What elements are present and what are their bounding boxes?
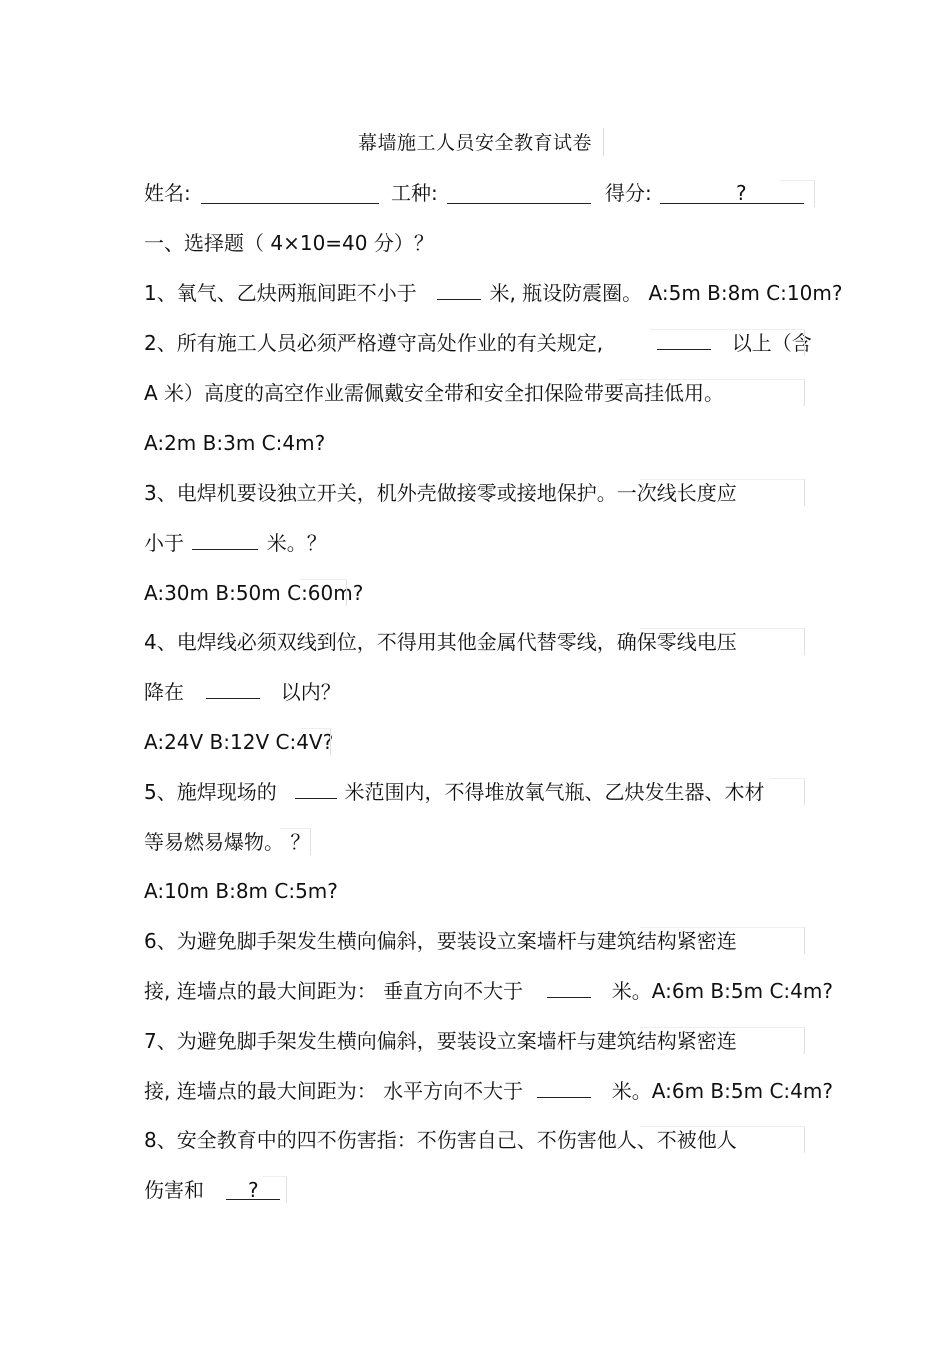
question-4-text-a: 降在 [144,680,184,704]
ghost-box [650,329,805,356]
question-8-text-a: 伤害和 [144,1178,204,1202]
section-heading: 一、选择题（ 4×10=40 分）？ [144,231,434,255]
name-label: 姓名: [144,181,191,205]
ghost-box [300,579,347,606]
ghost-box [770,778,805,805]
question-3-text-a: 小于 [144,531,184,555]
question-3-text-b: 米。？ [266,531,327,555]
question-7-blank[interactable] [537,1077,591,1098]
ghost-box [300,728,331,755]
question-5-options: A:10m B:8m C:5m? [144,879,338,903]
question-6-line-2 [144,976,833,1006]
question-1-text-a: 1、氧气、乙炔两瓶间距不小于 [144,281,417,305]
question-2-line-2: A 米）高度的高空作业需佩戴安全带和安全扣保险带要高挂低用。 [144,381,725,405]
name-blank[interactable] [201,203,379,204]
question-4-line-2 [144,677,341,707]
question-7-text-a: 接, 连墙点的最大间距为： 水平方向不大于 [144,1079,524,1103]
question-2-text-b: 以上（含 [731,331,812,355]
question-6-text-b: 米。A:6m B:5m C:4m? [611,979,833,1003]
job-blank[interactable] [447,203,591,204]
question-7-line-2 [144,1076,833,1106]
question-5-blank[interactable] [295,778,337,799]
question-3-line-1: 3、电焊机要设独立开关，机外壳做接零或接地保护。一次线长度应 [144,481,737,505]
question-6-blank[interactable] [547,977,591,998]
question-8-line-1: 8、安全教育中的四不伤害指：不伤害自己、不伤害他人、不被他人 [144,1128,737,1152]
question-4-options: A:24V B:12V C:4V? [144,730,334,754]
question-5-line-2: 等易燃易爆物。 ？ [144,830,311,854]
ghost-box [280,828,311,855]
page-title: 幕墙施工人员安全教育试卷 [357,132,592,154]
question-4-text-b: 以内？ [280,680,341,704]
ghost-box [640,628,805,655]
score-mark: ? [736,181,747,205]
question-4-line-1: 4、电焊线必须双线到位，不得用其他金属代替零线，确保零线电压 [144,630,737,654]
question-5-line-1 [144,777,764,807]
question-4-blank[interactable] [206,678,260,699]
ghost-box [780,180,815,207]
score-label: 得分: [605,181,652,205]
ghost-box [640,927,805,954]
ghost-box [640,1027,805,1054]
question-8-blank-mark: ? [248,1178,259,1202]
job-label: 工种: [391,181,438,205]
question-7-text-b: 米。A:6m B:5m C:4m? [611,1079,833,1103]
ghost-box [262,1176,287,1203]
question-5-text-a: 5、施焊现场的 [144,780,277,804]
question-7-line-1: 7、为避免脚手架发生横向偏斜，要装设立案墙杆与建筑结构紧密连 [144,1029,737,1053]
question-3-blank[interactable] [192,529,258,550]
ghost-box [620,379,805,406]
ghost-box [640,1126,805,1153]
question-2-text-a: 2、所有施工人员必须严格遵守高处作业的有关规定, [144,331,604,355]
question-6-text-a: 接, 连墙点的最大间距为： 垂直方向不大于 [144,979,524,1003]
question-1-blank[interactable] [437,279,481,300]
question-3-line-2 [144,528,327,558]
question-5-text-b: 米范围内，不得堆放氧气瓶、乙炔发生器、木材 [344,780,765,804]
question-8-line-2 [144,1175,280,1205]
question-1-text-b: 米, 瓶设防震圈。 A:5m B:8m C:10m? [489,281,843,305]
ghost-box [640,479,805,506]
title-divider [603,128,604,156]
question-6-line-1: 6、为避免脚手架发生横向偏斜，要装设立案墙杆与建筑结构紧密连 [144,929,737,953]
question-2-options: A:2m B:3m C:4m? [144,431,326,455]
question-1 [144,278,842,308]
question-3-options: A:30m B:50m C:60m? [144,581,364,605]
